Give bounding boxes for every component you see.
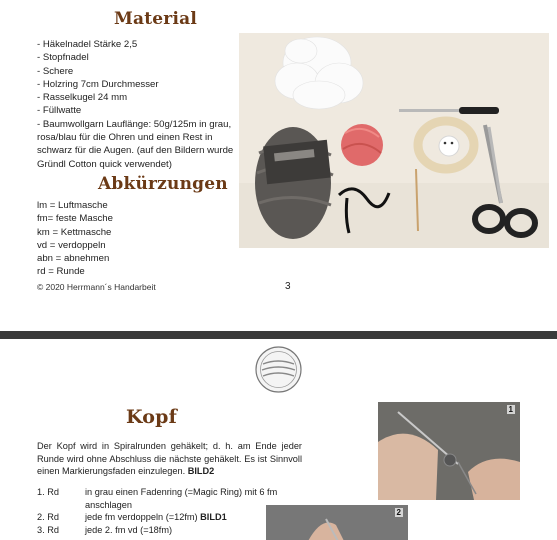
abbreviation-item: vd = verdoppeln <box>37 239 106 251</box>
materials-photo <box>239 33 549 248</box>
abbreviation-item: fm= feste Masche <box>37 213 113 225</box>
abbreviations-list <box>37 199 113 279</box>
step-photo-2 <box>266 505 408 540</box>
photo-number: 1 <box>508 405 513 414</box>
section-heading-kopf: Kopf <box>126 406 178 428</box>
photo-number: 2 <box>396 508 401 517</box>
abbreviation-item: rd = Runde <box>37 266 85 278</box>
abbreviation-item: km = Kettmasche <box>37 226 112 238</box>
material-item: - Häkelnadel Stärke 2,5 <box>37 39 138 50</box>
copyright-footer: © 2020 Herrmann´s Handarbeit <box>37 282 156 292</box>
instruction-row <box>37 486 297 511</box>
material-item: - Füllwatte <box>37 105 82 117</box>
abbreviation-item: abn = abnehmen <box>37 253 110 265</box>
abbreviations-heading: Abkürzungen <box>98 174 228 194</box>
round-text: in grau einen Fadenring (=Magic Ring) mit 6 fm anschlagen <box>85 487 278 510</box>
page-separator <box>0 331 557 339</box>
instruction-row <box>37 511 297 524</box>
material-item: - Baumwollgarn Lauflänge: 50g/125m in grau, rosa/blau für die Ohren und einen Rest in schwarz für die Augen. (auf den Bildern wurde Gründl Cotton quick verwendet) <box>37 118 234 170</box>
material-item: - Schere <box>37 65 74 77</box>
round-label: 1. Rd <box>37 487 59 497</box>
materials-list <box>37 38 242 171</box>
material-item: - Rasselkugel 24 mm <box>37 92 128 104</box>
document-page-4 <box>0 339 557 540</box>
step-photo-1 <box>378 402 520 500</box>
intro-text: Der Kopf wird in Spiralrunden gehäkelt; d. h. am Ende jeder Runde wird ohne Abschluss die nächste gehäkelt. Es ist Sinnvoll einen Markierungsfaden einzulegen. <box>37 441 302 477</box>
material-item: - Stopfnadel <box>37 52 89 64</box>
intro-image-reference: BILD2 <box>187 466 215 477</box>
hands-crochet-illustration <box>266 505 408 540</box>
round-image-reference: BILD1 <box>200 512 227 523</box>
abbreviation-item: lm = Luftmasche <box>37 200 108 211</box>
material-heading: Material <box>114 9 197 29</box>
round-instructions <box>37 486 297 536</box>
hands-crochet-illustration <box>378 402 520 500</box>
brand-logo-seal <box>255 346 302 393</box>
intro-paragraph <box>37 440 302 478</box>
round-label: 3. Rd <box>37 524 59 535</box>
round-text: jede 2. fm vd (=18fm) <box>85 524 173 535</box>
round-text: jede fm verdoppeln (=12fm) <box>85 512 198 523</box>
pink-yarn-ball <box>341 124 383 166</box>
materials-photo-illustration <box>239 33 549 248</box>
round-label: 2. Rd <box>37 512 59 523</box>
page-number: 3 <box>285 281 291 292</box>
material-item: - Holzring 7cm Durchmesser <box>37 78 159 90</box>
instruction-row <box>37 524 297 537</box>
